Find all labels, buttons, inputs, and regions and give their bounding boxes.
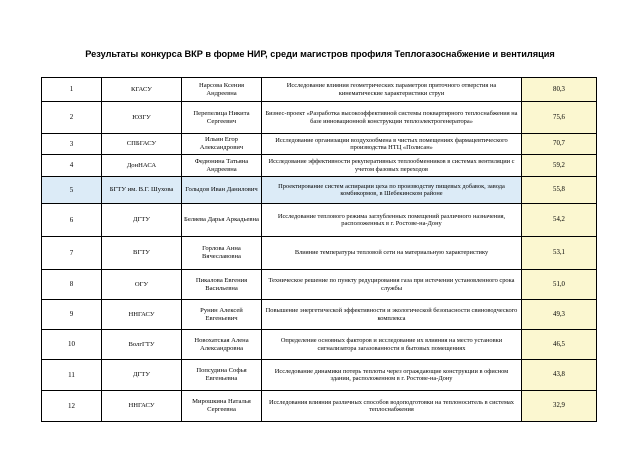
topic-cell: Повышение энергетической эффективности и экологической безопасности свиноводческого комплекса bbox=[262, 300, 522, 330]
row-number: 5 bbox=[42, 177, 102, 204]
row-number: 12 bbox=[42, 391, 102, 422]
row-number: 8 bbox=[42, 270, 102, 300]
table-row bbox=[42, 330, 597, 360]
topic-cell: Исследования влияния различных способов водоподготовки на теплоноситель в системах теплоснабжения bbox=[262, 391, 522, 422]
university-cell: ДГТУ bbox=[102, 360, 182, 391]
student-name-cell: Попсудина Софья Евгеньевна bbox=[182, 360, 262, 391]
table-row bbox=[42, 102, 597, 134]
topic-cell: Исследование влияния геометрических параметров приточного отверстия на кинематические характеристики струи bbox=[262, 78, 522, 102]
student-name-cell: Рунин Алексей Евгеньевич bbox=[182, 300, 262, 330]
score-cell: 32,9 bbox=[522, 391, 597, 422]
row-number: 1 bbox=[42, 78, 102, 102]
score-cell: 43,8 bbox=[522, 360, 597, 391]
score-cell: 46,5 bbox=[522, 330, 597, 360]
table-row bbox=[42, 300, 597, 330]
university-cell: ВГТУ bbox=[102, 237, 182, 270]
score-cell: 75,6 bbox=[522, 102, 597, 134]
student-name-cell: Голыдов Иван Данилович bbox=[182, 177, 262, 204]
student-name-cell: Беляева Дарья Аркадьевна bbox=[182, 204, 262, 237]
topic-cell: Исследование теплового режима заглубленных помещений различного назначения, расположенных в г. Ростове-на-Дону bbox=[262, 204, 522, 237]
student-name-cell: Перепелица Никита Сергеевич bbox=[182, 102, 262, 134]
results-table bbox=[41, 77, 597, 422]
student-name-cell: Федюнина Татьяна Андреевна bbox=[182, 155, 262, 177]
score-cell: 53,1 bbox=[522, 237, 597, 270]
university-cell: ВолгГТУ bbox=[102, 330, 182, 360]
row-number: 7 bbox=[42, 237, 102, 270]
university-cell: КГАСУ bbox=[102, 78, 182, 102]
student-name-cell: Ильин Егор Александрович bbox=[182, 134, 262, 155]
row-number: 9 bbox=[42, 300, 102, 330]
topic-cell: Исследование организации воздухообмена в чистых помещениях фармацевтического производства НТЦ «Полисан» bbox=[262, 134, 522, 155]
table-row bbox=[42, 204, 597, 237]
table-row bbox=[42, 155, 597, 177]
university-cell: СПБГАСУ bbox=[102, 134, 182, 155]
university-cell: ЮЗГУ bbox=[102, 102, 182, 134]
table-row bbox=[42, 360, 597, 391]
table-row bbox=[42, 237, 597, 270]
row-number: 11 bbox=[42, 360, 102, 391]
student-name-cell: Новохатская Алена Александровна bbox=[182, 330, 262, 360]
score-cell: 59,2 bbox=[522, 155, 597, 177]
score-cell: 51,0 bbox=[522, 270, 597, 300]
topic-cell: Бизнес-проект «Разработка высокоэффективной системы поквартирного теплоснабжения на базе инновационной конструкции теплоэлектрогенератора» bbox=[262, 102, 522, 134]
score-cell: 55,8 bbox=[522, 177, 597, 204]
topic-cell: Исследование эффективности рекуперативных теплообменников в системах вентиляции с учетом фазовых переходов bbox=[262, 155, 522, 177]
topic-cell: Определение основных факторов и исследование их влияния на место установки сигнализатора загазованности в бытовых помещениях bbox=[262, 330, 522, 360]
student-name-cell: Пикалова Евгения Васильевна bbox=[182, 270, 262, 300]
topic-cell: Техническое решение по пункту редуцирования газа при истечении установленного срока службы bbox=[262, 270, 522, 300]
table-row bbox=[42, 391, 597, 422]
university-cell: ОГУ bbox=[102, 270, 182, 300]
score-cell: 54,2 bbox=[522, 204, 597, 237]
row-number: 4 bbox=[42, 155, 102, 177]
table-row bbox=[42, 134, 597, 155]
student-name-cell: Нарсова Ксения Андреевна bbox=[182, 78, 262, 102]
student-name-cell: Горлова Анна Вячеславовна bbox=[182, 237, 262, 270]
score-cell: 49,3 bbox=[522, 300, 597, 330]
row-number: 3 bbox=[42, 134, 102, 155]
university-cell: ННГАСУ bbox=[102, 391, 182, 422]
score-cell: 70,7 bbox=[522, 134, 597, 155]
table-row-highlighted bbox=[42, 177, 597, 204]
university-cell: ННГАСУ bbox=[102, 300, 182, 330]
topic-cell: Влияние температуры тепловой сети на материальную характеристику bbox=[262, 237, 522, 270]
university-cell: БГТУ им. В.Г. Шухова bbox=[102, 177, 182, 204]
row-number: 6 bbox=[42, 204, 102, 237]
student-name-cell: Мирошкина Наталья Сергеевна bbox=[182, 391, 262, 422]
row-number: 2 bbox=[42, 102, 102, 134]
topic-cell: Проектирование систем аспирации цеха по производству пищевых добавок, завода комбикормов, в Шебекинском районе bbox=[262, 177, 522, 204]
row-number: 10 bbox=[42, 330, 102, 360]
university-cell: ДГТУ bbox=[102, 204, 182, 237]
table-row bbox=[42, 270, 597, 300]
table-row bbox=[42, 78, 597, 102]
page-title: Результаты конкурса ВКР в форме НИР, среди магистров профиля Теплогазоснабжение и вентиляция bbox=[85, 49, 555, 59]
university-cell: ДонНАСА bbox=[102, 155, 182, 177]
topic-cell: Исследование динамики потерь теплоты через ограждающие конструкции в офисном здании, расположенном в г. Ростове-на-Дону bbox=[262, 360, 522, 391]
score-cell: 80,3 bbox=[522, 78, 597, 102]
